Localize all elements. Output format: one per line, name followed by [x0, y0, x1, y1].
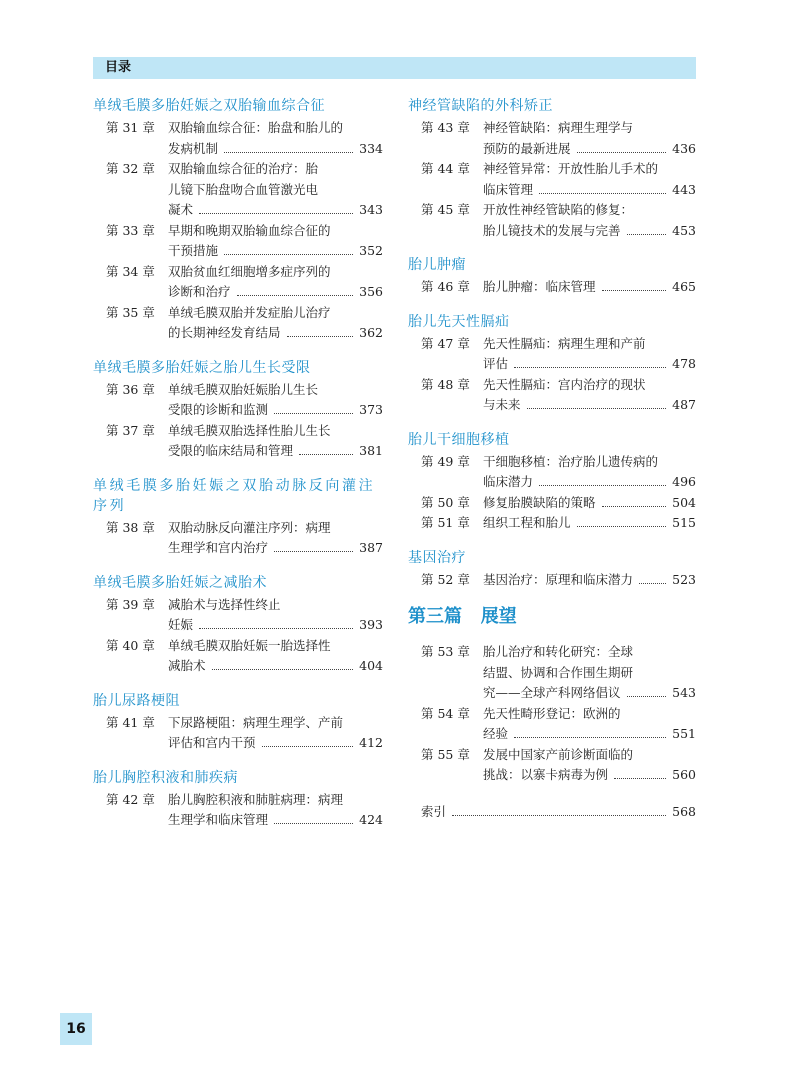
- leader-dots: [514, 737, 666, 738]
- entry-title-text: 究——全球产科网络倡议: [483, 685, 621, 700]
- chapter-number: 第 33 章: [106, 222, 155, 238]
- toc-entry[interactable]: [408, 513, 696, 534]
- entry-title: [483, 277, 696, 298]
- leader-dots: [274, 551, 353, 552]
- toc-entry[interactable]: [408, 493, 696, 514]
- entry-title-text: 单绒毛膜双胎并发症胎儿治疗: [168, 304, 331, 320]
- entry-title-line: [168, 441, 383, 462]
- entry-title-line: [483, 513, 696, 534]
- entry-title-line: [168, 180, 383, 201]
- entry-title-text: 基因治疗：原理和临床潜力: [483, 571, 634, 587]
- toc-entry[interactable]: [93, 518, 383, 559]
- entry-title-line: [168, 538, 383, 559]
- page-ref: 496: [672, 474, 696, 489]
- page-ref: 551: [672, 726, 696, 741]
- page-ref: 504: [672, 494, 696, 510]
- section-title[interactable]: 单绒毛膜多胎妊娠之减胎术: [93, 574, 267, 591]
- entry-title-line: [168, 713, 383, 734]
- page-ref: 543: [672, 685, 696, 700]
- page-ref: 362: [359, 325, 383, 340]
- toc-header-title: 目录: [105, 60, 132, 75]
- entry-title-line: [483, 704, 696, 725]
- entry-title: [168, 421, 383, 462]
- leader-dots: [237, 295, 354, 296]
- index-page: 568: [672, 803, 696, 819]
- entry-title-text: 早期和晚期双胎输血综合征的: [168, 222, 331, 238]
- entry-title-text: 评估: [483, 356, 509, 371]
- entry-title-line: [168, 595, 383, 616]
- right-column: [408, 96, 696, 822]
- toc-section: [408, 96, 696, 241]
- entry-title-text: 与未来: [483, 397, 521, 412]
- right-sections: [408, 96, 696, 590]
- chapter-number: 第 47 章: [421, 335, 470, 351]
- entry-title-text: 临床潜力: [483, 474, 534, 489]
- entry-title-text: 经验: [483, 726, 509, 741]
- leader-dots: [199, 213, 353, 214]
- leader-dots: [602, 506, 667, 507]
- leader-dots: [577, 526, 667, 527]
- leader-dots: [527, 408, 667, 409]
- leader-dots: [602, 290, 667, 291]
- leader-dots: [514, 367, 666, 368]
- entry-title-text: 干细胞移植：治疗胎儿遗传病的: [483, 453, 659, 469]
- entry-title-line: [483, 472, 696, 493]
- entry-title-line: [483, 765, 696, 786]
- toc-entry[interactable]: [408, 375, 696, 416]
- entry-title-text: 神经管异常：开放性胎儿手术的: [483, 161, 659, 176]
- toc-entry[interactable]: [408, 159, 696, 200]
- toc-section: [408, 548, 696, 591]
- chapter-number: 第 35 章: [106, 304, 155, 320]
- entry-title-text: 先天性膈疝：病理生理和产前: [483, 335, 646, 351]
- entry-title-text: 修复胎膜缺陷的策略: [483, 494, 596, 510]
- entry-title-text: 临床管理: [483, 181, 534, 197]
- entry-title-line: [483, 277, 696, 298]
- chapter-number: 第 45 章: [421, 202, 470, 217]
- toc-entry[interactable]: [408, 452, 696, 493]
- entry-title-line: [168, 323, 383, 344]
- chapter-number: 第 49 章: [421, 453, 470, 469]
- entry-title-line: [168, 636, 383, 657]
- entry-title-text: 评估和宫内干预: [168, 735, 256, 750]
- entry-title: [168, 518, 383, 559]
- chapter-number: 第 48 章: [421, 376, 470, 392]
- chapter-number: 第 50 章: [421, 494, 470, 510]
- entry-title-line: [168, 421, 383, 442]
- toc-header: [93, 57, 696, 79]
- section-title[interactable]: 胎儿肿瘤: [408, 257, 466, 273]
- entry-title: [483, 704, 696, 745]
- entry-title-text: 胎儿镜技术的发展与完善: [483, 222, 621, 238]
- chapter-number: 第 39 章: [106, 596, 155, 612]
- entry-title-text: 先天性畸形登记：欧洲的: [483, 705, 621, 721]
- chapter-number: 第 55 章: [421, 746, 470, 762]
- leader-dots: [639, 583, 666, 584]
- leader-dots: [274, 413, 353, 414]
- section-title[interactable]: 胎儿干细胞移植: [408, 431, 510, 448]
- chapter-number: 第 41 章: [106, 714, 155, 730]
- section-title[interactable]: 基因治疗: [408, 549, 466, 566]
- leader-dots: [577, 152, 667, 153]
- entry-title: [168, 595, 383, 636]
- entry-title-text: 先天性膈疝：宫内治疗的现状: [483, 376, 646, 392]
- toc-entry[interactable]: [408, 200, 696, 241]
- entry-title-text: 单绒毛膜双胎妊娠胎儿生长: [168, 381, 319, 397]
- entry-title-line: [483, 200, 696, 221]
- chapter-number: 第 36 章: [106, 381, 155, 397]
- entry-title-line: [483, 334, 696, 355]
- entry-title-text: 减胎术: [168, 658, 206, 673]
- page-ref: 373: [359, 402, 383, 417]
- entry-title-line: [483, 375, 696, 396]
- toc-entry[interactable]: [93, 159, 383, 221]
- entry-title-text: 双胎贫血红细胞增多症序列的: [168, 263, 331, 279]
- toc-entry[interactable]: [93, 790, 383, 831]
- entry-title-text: 减胎术与选择性终止: [168, 596, 281, 612]
- index-label: 索引: [421, 803, 447, 819]
- page-ref: 560: [672, 767, 696, 782]
- entry-title-line: [483, 139, 696, 160]
- toc-entry[interactable]: [408, 334, 696, 375]
- toc-entry[interactable]: [408, 704, 696, 745]
- page-ref: 424: [359, 812, 383, 827]
- entry-title-text: 干预措施: [168, 243, 219, 258]
- entry-title: [483, 452, 696, 493]
- entry-title: [168, 636, 383, 677]
- entry-title-text: 妊娠: [168, 617, 194, 632]
- entry-title-line: [483, 745, 696, 766]
- entry-title-text: 生理学和临床管理: [168, 812, 269, 827]
- toc-entry[interactable]: [93, 303, 383, 344]
- entry-title: [168, 713, 383, 754]
- entry-title-line: [168, 221, 383, 242]
- left-column: [93, 96, 383, 845]
- entry-title-line: [483, 493, 696, 514]
- toc-entry[interactable]: [408, 277, 696, 298]
- entry-title-line: [168, 118, 383, 139]
- entry-title-line: [168, 282, 383, 303]
- entry-title-text: 受限的临床结局和管理: [168, 443, 294, 458]
- page-ref: 443: [672, 181, 696, 197]
- chapter-number: 第 31 章: [106, 120, 155, 135]
- entry-title-line: [168, 733, 383, 754]
- leader-dots: [224, 152, 353, 153]
- entry-title-line: [483, 159, 696, 180]
- entry-title-text: 的长期神经发育结局: [168, 325, 281, 340]
- entry-title-line: [483, 452, 696, 473]
- section-title[interactable]: 神经管缺陷的外科矫正: [408, 98, 553, 114]
- toc-section: [93, 691, 383, 754]
- chapter-number: 第 54 章: [421, 705, 470, 721]
- entry-title-text: 神经管缺陷：病理生理学与: [483, 120, 634, 135]
- entry-title: [168, 303, 383, 344]
- page-ref: 404: [359, 658, 383, 673]
- toc-section: [93, 476, 383, 559]
- chapter-number: 第 44 章: [421, 161, 470, 176]
- entry-title: [168, 118, 383, 159]
- entry-title-text: 单绒毛膜双胎选择性胎儿生长: [168, 422, 331, 438]
- entry-title-line: [168, 241, 383, 262]
- toc-entry[interactable]: [408, 745, 696, 786]
- entry-title-line: [168, 200, 383, 221]
- leader-dots: [224, 254, 353, 255]
- entry-title-text: 诊断和治疗: [168, 284, 231, 299]
- entry-title-line: [168, 400, 383, 421]
- leader-dots: [199, 628, 353, 629]
- entry-title: [483, 642, 696, 704]
- leader-dots: [539, 485, 666, 486]
- entry-title-text: 双胎输血综合征的治疗：胎: [168, 161, 319, 176]
- index-entry[interactable]: [408, 802, 696, 822]
- toc-section: [93, 573, 383, 677]
- toc-entry[interactable]: [93, 713, 383, 754]
- toc-section: [93, 96, 383, 344]
- entry-title-line: [168, 262, 383, 283]
- entry-title-line: [168, 656, 383, 677]
- entry-title-line: [483, 118, 696, 139]
- entry-title: [483, 200, 696, 241]
- leader-dots: [262, 746, 354, 747]
- entry-title-line: [483, 180, 696, 201]
- section-title[interactable]: 单绒毛膜多胎妊娠之双胎动脉反向灌注序列: [93, 477, 376, 514]
- entry-title-line: [168, 380, 383, 401]
- entry-title-line: [168, 790, 383, 811]
- entry-title: [483, 745, 696, 786]
- entry-title-line: [168, 159, 383, 180]
- entry-title-text: 儿镜下胎盘吻合血管激光电: [168, 181, 319, 197]
- leader-dots: [627, 234, 667, 235]
- entry-title-text: 双胎输血综合征：胎盘和胎儿的: [168, 120, 344, 135]
- page-ref: 352: [359, 243, 383, 258]
- page-ref: 393: [359, 617, 383, 632]
- page-number-text: 16: [66, 1021, 86, 1037]
- toc-entry[interactable]: [408, 118, 696, 159]
- entry-title-line: [168, 139, 383, 160]
- entry-title: [483, 334, 696, 375]
- entry-title: [483, 375, 696, 416]
- toc-section: [408, 430, 696, 534]
- page-number: [60, 1013, 92, 1045]
- entry-title: [483, 118, 696, 159]
- entry-title: [483, 513, 696, 534]
- chapter-number: 第 52 章: [421, 571, 470, 587]
- entry-title-text: 结盟、协调和合作围生期研: [483, 664, 634, 680]
- entry-title: [168, 380, 383, 421]
- entry-title-line: [168, 303, 383, 324]
- toc-entry[interactable]: [408, 642, 696, 704]
- entry-title-text: 凝术: [168, 202, 194, 217]
- entry-title-line: [483, 683, 696, 704]
- entry-title-line: [483, 663, 696, 684]
- page-ref: 436: [672, 140, 696, 156]
- toc-entry[interactable]: [93, 595, 383, 636]
- entry-title-line: [168, 810, 383, 831]
- toc-entry[interactable]: [93, 380, 383, 421]
- toc-section: [408, 255, 696, 298]
- entry-title: [168, 159, 383, 221]
- entry-title-text: 单绒毛膜双胎妊娠一胎选择性: [168, 637, 331, 653]
- toc-entry[interactable]: [93, 262, 383, 303]
- entry-title-line: [483, 221, 696, 242]
- part-entries: [408, 642, 696, 786]
- entry-title-line: [483, 570, 696, 591]
- entry-title-text: 胎儿治疗和转化研究：全球: [483, 644, 634, 659]
- toc-entry[interactable]: [93, 118, 383, 159]
- toc-entry[interactable]: [408, 570, 696, 591]
- entry-title: [168, 790, 383, 831]
- entry-title-text: 胎儿肿瘤：临床管理: [483, 279, 596, 294]
- toc-entry[interactable]: [93, 636, 383, 677]
- page-ref: 465: [672, 279, 696, 294]
- entry-title-text: 生理学和宫内治疗: [168, 540, 269, 555]
- chapter-number: 第 38 章: [106, 519, 155, 535]
- entry-title-line: [483, 724, 696, 745]
- page-ref: 381: [359, 443, 383, 458]
- chapter-number: 第 37 章: [106, 422, 155, 438]
- leader-dots: [627, 696, 667, 697]
- entry-title-line: [483, 354, 696, 375]
- section-title[interactable]: 胎儿先天性膈疝: [408, 313, 510, 330]
- entry-title-text: 预防的最新进展: [483, 140, 571, 156]
- toc-entry[interactable]: [93, 221, 383, 262]
- chapter-number: 第 40 章: [106, 637, 155, 653]
- entry-title-text: 发病机制: [168, 140, 219, 156]
- page-ref: 356: [359, 284, 383, 299]
- leader-dots: [299, 454, 353, 455]
- toc-section: [93, 358, 383, 462]
- page-ref: 523: [672, 571, 696, 587]
- section-title[interactable]: 胎儿胸腔积液和肺疾病: [93, 769, 238, 786]
- section-title[interactable]: 单绒毛膜多胎妊娠之双胎输血综合征: [93, 98, 325, 114]
- entry-title-line: [168, 615, 383, 636]
- entry-title-text: 挑战：以寨卡病毒为例: [483, 767, 609, 782]
- entry-title: [483, 493, 696, 514]
- entry-title: [483, 570, 696, 591]
- page-ref: 412: [359, 735, 383, 750]
- entry-title: [168, 221, 383, 262]
- chapter-number: 第 34 章: [106, 263, 155, 279]
- leader-dots: [452, 815, 666, 816]
- page-ref: 478: [672, 356, 696, 371]
- entry-title-line: [483, 395, 696, 416]
- entry-title-line: [483, 642, 696, 663]
- entry-title: [168, 262, 383, 303]
- page-ref: 334: [359, 140, 383, 156]
- chapter-number: 第 46 章: [421, 279, 470, 294]
- entry-title-text: 组织工程和胎儿: [483, 515, 571, 530]
- chapter-number: 第 53 章: [421, 644, 470, 659]
- entry-title-text: 胎儿胸腔积液和肺脏病理：病理: [168, 791, 344, 807]
- leader-dots: [212, 669, 354, 670]
- entry-title-text: 下尿路梗阻：病理生理学、产前: [168, 714, 344, 730]
- entry-title-text: 开放性神经管缺陷的修复：: [483, 202, 634, 217]
- entry-title-line: [168, 518, 383, 539]
- leader-dots: [539, 193, 666, 194]
- toc-entry[interactable]: [93, 421, 383, 462]
- page-ref: 343: [359, 202, 383, 217]
- entry-title: [483, 159, 696, 200]
- chapter-number: 第 43 章: [421, 120, 470, 135]
- leader-dots: [287, 336, 354, 337]
- page-ref: 387: [359, 540, 383, 555]
- leader-dots: [274, 823, 353, 824]
- chapter-number: 第 32 章: [106, 161, 155, 176]
- toc-section: [408, 312, 696, 416]
- chapter-number: 第 51 章: [421, 515, 470, 530]
- page-ref: 487: [672, 397, 696, 412]
- toc-section: [93, 768, 383, 831]
- section-title[interactable]: 胎儿尿路梗阻: [93, 692, 180, 709]
- entry-title-text: 受限的诊断和监测: [168, 402, 269, 417]
- page-ref: 453: [672, 222, 696, 238]
- entry-title-text: 双胎动脉反向灌注序列：病理: [168, 519, 331, 535]
- section-title[interactable]: 单绒毛膜多胎妊娠之胎儿生长受限: [93, 359, 311, 376]
- page-ref: 515: [672, 515, 696, 530]
- chapter-number: 第 42 章: [106, 791, 155, 807]
- part-title: 第三篇 展望: [408, 606, 517, 627]
- entry-title-text: 发展中国家产前诊断面临的: [483, 746, 634, 762]
- leader-dots: [614, 778, 666, 779]
